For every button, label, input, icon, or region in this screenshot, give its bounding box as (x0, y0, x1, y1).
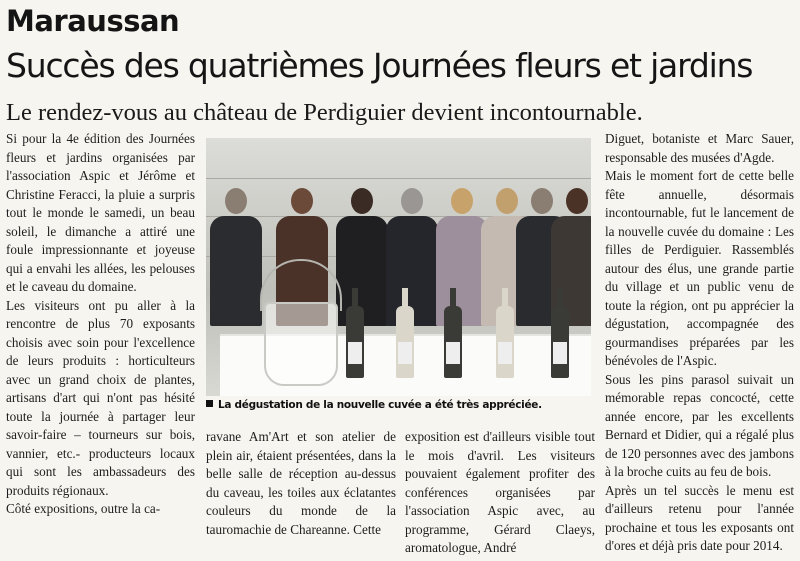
article-column-4 (605, 117, 794, 556)
paragraph: exposition est d'ailleurs visible tout le mois d'avril. Les visiteurs pouvaient également profiter des conférences organisées par l'association Aspic avec, au programme, Gérard Claeys, aromatologue, André (405, 429, 595, 555)
paragraph: Diguet, botaniste et Marc Sauer, responsable des musées d'Agde. (605, 131, 794, 165)
paragraph: Après un tel succès le menu est d'ailleurs retenu pour l'année prochaine et tous les exposants ont d'ores et déjà pris date pour 2014. (605, 482, 794, 553)
paragraph: Si pour la 4e édition des Journées fleurs et jardins organisées par l'association Aspic et Jérôme et Christine Feracci, la pluie a surpris tout le monde le samedi, un beau soleil, le dimanche a attiré une foule impressionnante et joyeuse qui a envahi les allées, les pelouses et le caveau du domaine. (6, 131, 195, 294)
paragraph: Côté expositions, outre la ca- (6, 501, 161, 516)
deck: Le rendez-vous au château de Perdiguier devient incontournable. (6, 99, 643, 126)
paragraph: ravane Am'Art et son atelier de plein air, étaient présentées, dans la belle salle de réception au-dessus du caveau, les toiles aux éclatantes couleurs du monde de la tauromachie de Chareanne. Cette (206, 429, 396, 537)
paragraph: Les visiteurs ont pu aller à la rencontre de plus 70 exposants choisis avec soin pour l'excellence de leurs produits : horticulteurs avec un grand choix de plantes, artisans d'art qui n'ont pas hésité toute la journée à partager leur savoir-faire – tourneurs sur bois, vannier, etc.- producteurs locaux qui sont les ambassadeurs des produits régionaux. (6, 297, 195, 498)
paragraph: Sous les pins parasol suivait un mémorable repas concocté, cette année encore, par les excellents Bernard et Didier, qui a régalé plus de 120 personnes avec des jambons à la broche cuits au feu de bois. (605, 371, 794, 479)
paragraph: Mais le moment fort de cette belle fête annuelle, désormais incontournable, fut le lancement de la nouvelle cuvée du domaine : Les filles de Perdiguier. Rassemblés autour des élus, une grande partie du village et un public venu de toute la région, ont pu apprécier la dégustation, accompagnée des gourmandises préparées par les bénévoles de l'Aspic. (605, 168, 794, 368)
article-column-1 (6, 117, 195, 519)
photo-caption (206, 399, 596, 411)
caption-bullet-icon (206, 400, 213, 407)
headline: Succès des quatrièmes Journées fleurs et jardins (6, 46, 753, 85)
article-photo (206, 138, 591, 396)
article-column-2 (206, 428, 396, 539)
article-column-3 (405, 428, 595, 558)
photo-caption-text: La dégustation de la nouvelle cuvée a été très appréciée. (218, 399, 542, 411)
kicker: Maraussan (6, 4, 180, 38)
